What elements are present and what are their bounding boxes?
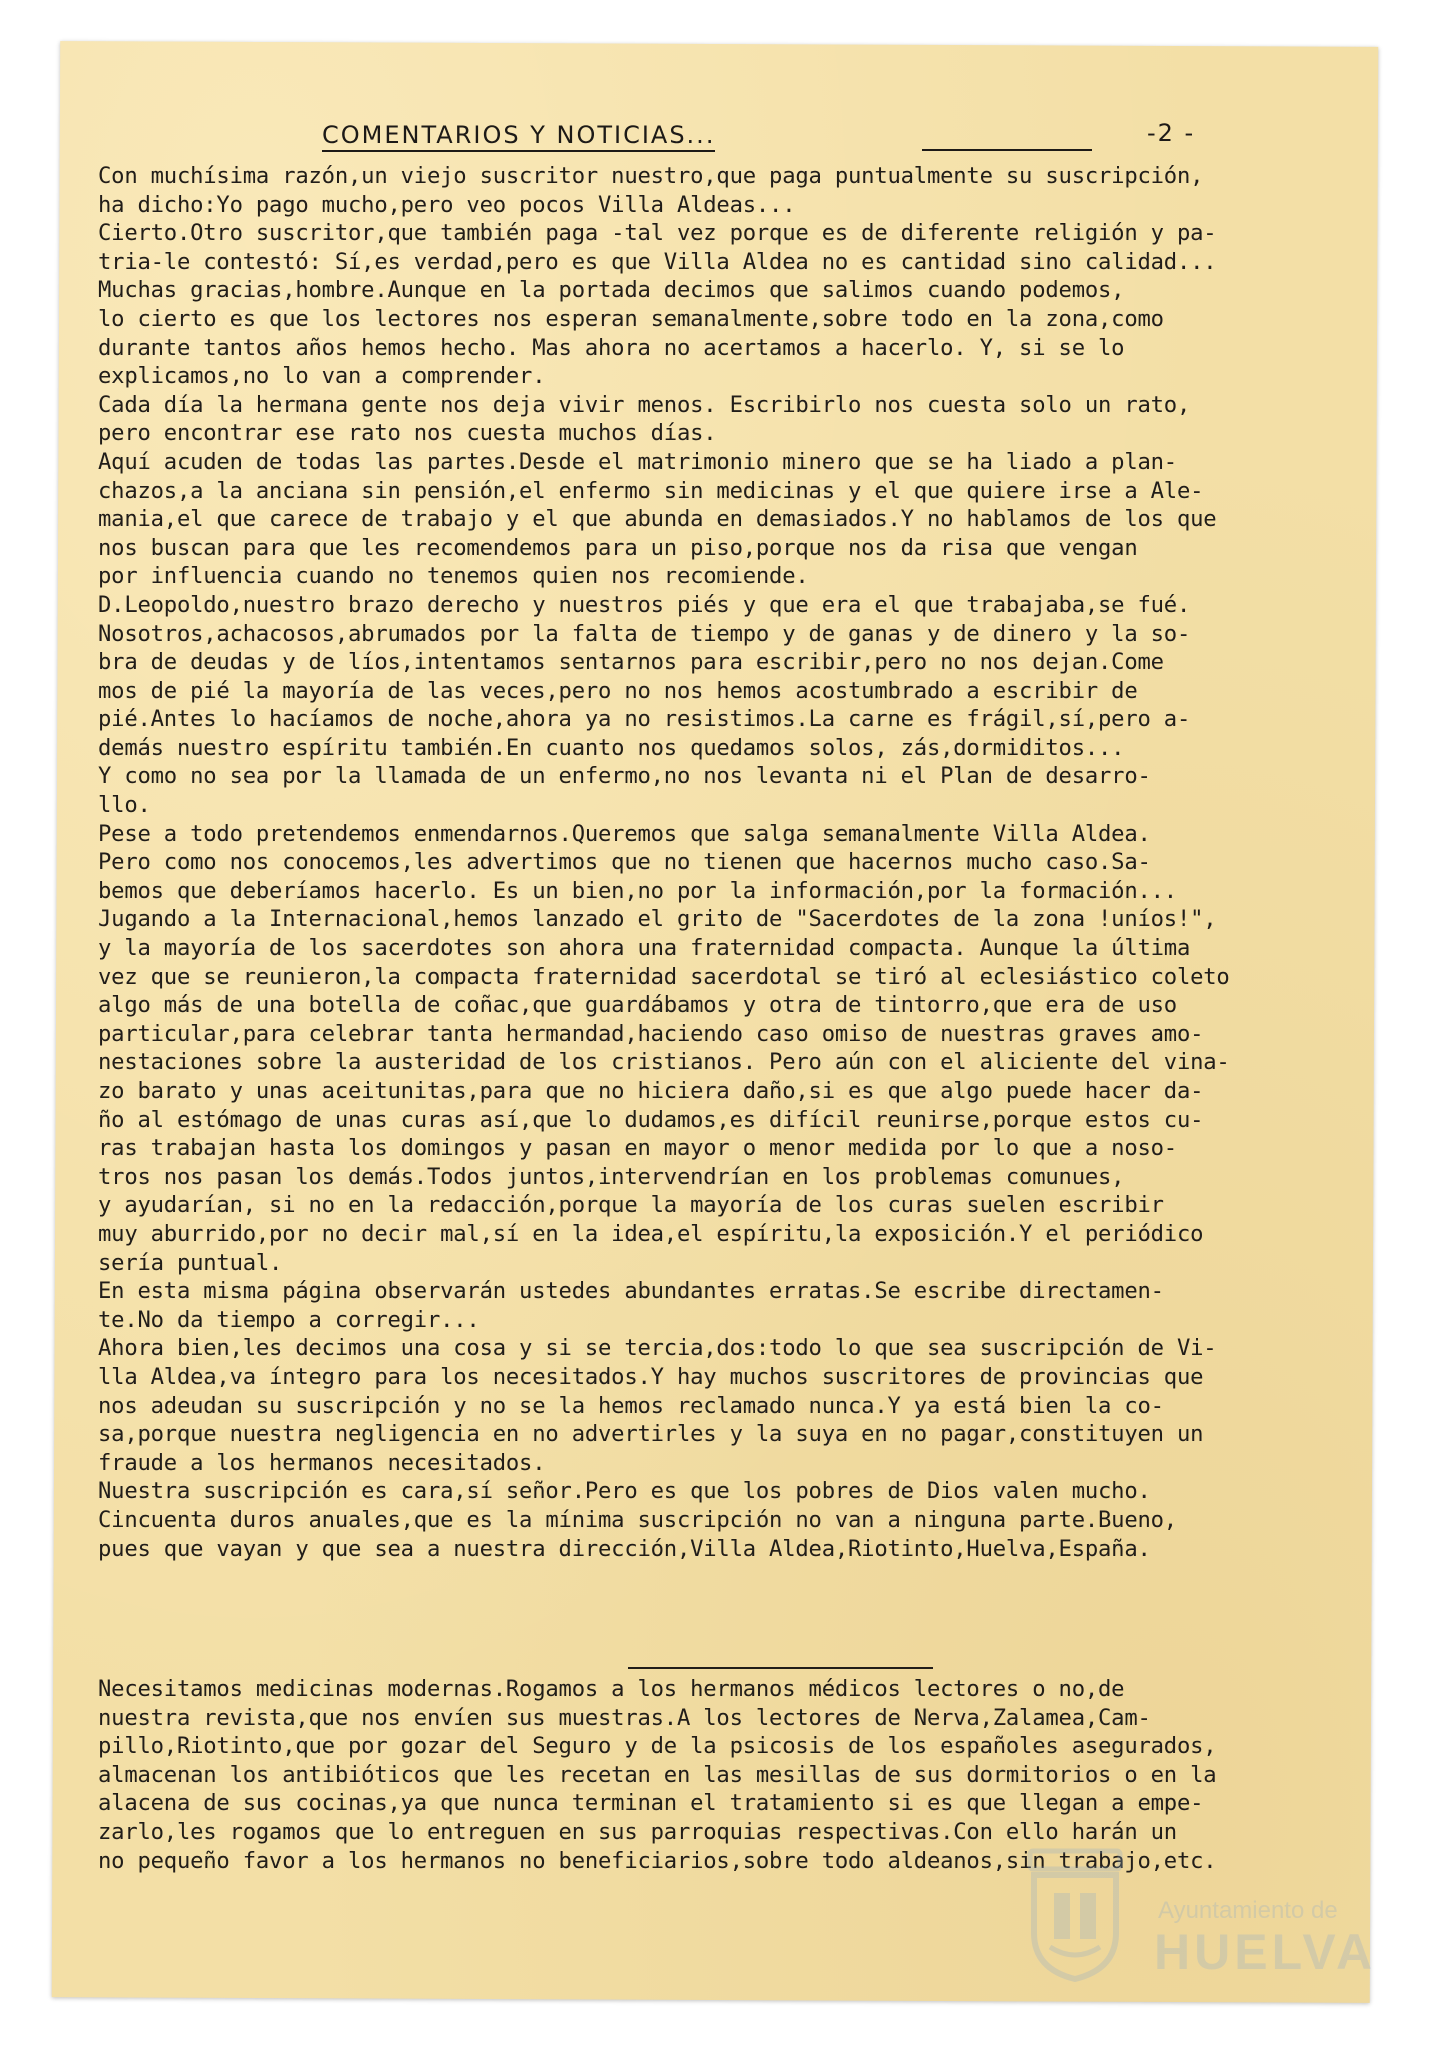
text-line: D.Leopoldo,nuestro brazo derecho y nuestros piés y que era el que trabajaba,se fué. (98, 591, 1191, 618)
text-line: lo cierto es que los lectores nos esperan semanalmente,sobre todo en la zona,como (98, 305, 1164, 332)
text-line: Aquí acuden de todas las partes.Desde el matrimonio minero que se ha liado a plan- (98, 448, 1177, 475)
text-line: durante tantos años hemos hecho. Mas ahora no acertamos a hacerlo. Y, si se lo (98, 334, 1125, 361)
text-line: tria-le contestó: Sí,es verdad,pero es que Villa Aldea no es cantidad sino calidad... (98, 248, 1217, 275)
text-line: pues que vayan y que sea a nuestra dirección,Villa Aldea,Riotinto,Huelva,España. (98, 1535, 1151, 1562)
text-line: algo más de una botella de coñac,que guardábamos y otra de tintorro,que era de uso (98, 992, 1177, 1019)
section-divider (628, 1667, 933, 1669)
text-line: Cincuenta duros anuales,que es la mínima suscripción no van a ninguna parte.Bueno, (98, 1506, 1177, 1533)
text-line: nestaciones sobre la austeridad de los cristianos. Pero aún con el aliciente del vina- (98, 1049, 1230, 1076)
article-body (98, 162, 1333, 1563)
text-line: particular,para celebrar tanta hermandad,haciendo caso omiso de nuestras graves amo- (98, 1020, 1204, 1047)
text-line: ha dicho:Yo pago mucho,pero veo pocos Villa Aldeas... (98, 191, 796, 218)
text-line: Con muchísima razón,un viejo suscritor nuestro,que paga puntualmente su suscripción, (98, 163, 1204, 189)
text-line: sa,porque nuestra negligencia en no advertirles y la suya en no pagar,constituyen un (98, 1421, 1204, 1448)
text-line: mania,el que carece de trabajo y el que abunda en demasiados.Y no hablamos de los que (98, 506, 1217, 533)
text-line: bra de deudas y de líos,intentamos sentarnos para escribir,pero no nos dejan.Come (98, 649, 1164, 676)
page-number: -2 - (1147, 119, 1196, 147)
text-line: zo barato y unas aceitunitas,para que no hiciera daño,si es que algo puede hacer da- (98, 1078, 1204, 1104)
text-line: por influencia cuando no tenemos quien nos recomiende. (98, 563, 809, 590)
text-line: almacenan los antibióticos que les recetan en las mesillas de sus dormitorios o en la (98, 1761, 1217, 1788)
page-header (322, 121, 1322, 157)
text-line: nuestra revista,que nos envíen sus muestras.A los lectores de Nerva,Zalamea,Cam- (98, 1704, 1151, 1731)
text-line: Pero como nos conocemos,les advertimos que no tienen que hacernos mucho caso.Sa- (98, 849, 1151, 876)
text-line: Cada día la hermana gente nos deja vivir menos. Escribirlo nos cuesta solo un rato, (98, 391, 1191, 418)
text-line: Ahora bien,les decimos una cosa y si se tercia,dos:todo lo que sea suscripción de Vi- (98, 1335, 1217, 1362)
text-line: no pequeño favor a los hermanos no beneficiarios,sobre todo aldeanos,sin trabajo,etc. (98, 1847, 1217, 1874)
text-line: vez que se reunieron,la compacta fraternidad sacerdotal se tiró al eclesiástico coleto (98, 963, 1230, 990)
text-line: ras trabajan hasta los domingos y pasan en mayor o menor medida por lo que a noso- (98, 1135, 1177, 1162)
text-line: Y como no sea por la llamada de un enfermo,no nos levanta ni el Plan de desarro- (98, 763, 1151, 790)
text-line: explicamos,no lo van a comprender. (98, 363, 546, 390)
text-line: nos adeudan su suscripción y no se la hemos reclamado nunca.Y ya está bien la co- (98, 1392, 1164, 1419)
text-line: pillo,Riotinto,que por gozar del Seguro y de la psicosis de los españoles asegurados, (98, 1733, 1217, 1760)
text-line: lla Aldea,va íntegro para los necesitados.Y hay muchos suscritores de provincias que (98, 1363, 1204, 1390)
header-title: COMENTARIOS Y NOTICIAS... (322, 121, 715, 152)
text-line: muy aburrido,por no decir mal,sí en la idea,el espíritu,la exposición.Y el periódico (98, 1220, 1204, 1247)
text-line: llo. (98, 792, 151, 819)
text-line: Muchas gracias,hombre.Aunque en la portada decimos que salimos cuando podemos, (98, 277, 1125, 304)
text-line: Necesitamos medicinas modernas.Rogamos a los hermanos médicos lectores o no,de (98, 1676, 1125, 1702)
coat-of-arms-icon (1020, 1845, 1130, 1985)
text-line: Nosotros,achacosos,abrumados por la falta de tiempo y de ganas y de dinero y la so- (98, 620, 1191, 647)
text-line: ño al estómago de unas curas así,que lo dudamos,es difícil reunirse,porque estos cu- (98, 1106, 1204, 1133)
text-line: chazos,a la anciana sin pensión,el enfermo sin medicinas y el que quiere irse a Ale- (98, 477, 1204, 504)
text-line: pero encontrar ese rato nos cuesta muchos días. (98, 420, 717, 447)
text-line: alacena de sus cocinas,ya que nunca terminan el tratamiento si es que llegan a empe- (98, 1790, 1204, 1817)
text-line: Jugando a la Internacional,hemos lanzado el grito de "Sacerdotes de la zona !uníos!", (98, 906, 1217, 933)
text-line: nos buscan para que les recomendemos para un piso,porque nos da risa que vengan (98, 534, 1138, 561)
text-line: y ayudarían, si no en la redacción,porque la mayoría de los curas suelen escribir (98, 1192, 1164, 1219)
text-line: bemos que deberíamos hacerlo. Es un bien,no por la información,por la formación... (98, 877, 1177, 904)
text-line: Nuestra suscripción es cara,sí señor.Pero es que los pobres de Dios valen mucho. (98, 1478, 1151, 1505)
archive-watermark (1020, 1845, 1377, 1985)
text-line: zarlo,les rogamos que lo entreguen en sus parroquias respectivas.Con ello harán un (98, 1818, 1177, 1845)
text-line: te.No da tiempo a corregir... (98, 1306, 480, 1333)
text-line: Cierto.Otro suscritor,que también paga -tal vez porque es de diferente religión y pa- (98, 220, 1217, 247)
text-line: pié.Antes lo hacíamos de noche,ahora ya no resistimos.La carne es frágil,sí,pero a- (98, 706, 1191, 733)
header-rule (922, 149, 1092, 151)
text-line: demás nuestro espíritu también.En cuanto nos quedamos solos, zás,dormiditos... (98, 734, 1125, 761)
text-line: Pese a todo pretendemos enmendarnos.Queremos que salga semanalmente Villa Aldea. (98, 820, 1151, 847)
text-line: En esta misma página observarán ustedes abundantes erratas.Se escribe directamen- (98, 1278, 1164, 1305)
text-line: mos de pié la mayoría de las veces,pero no nos hemos acostumbrado a escribir de (98, 677, 1138, 704)
watermark-text: HUELVA (1154, 1924, 1377, 1980)
text-line: y la mayoría de los sacerdotes son ahora una fraternidad compacta. Aunque la última (98, 935, 1191, 962)
text-line: sería puntual. (98, 1249, 283, 1276)
watermark-text: Ayuntamiento de (1158, 1897, 1338, 1924)
text-line: fraude a los hermanos necesitados. (98, 1449, 546, 1476)
text-line: tros nos pasan los demás.Todos juntos,intervendrían en los problemas comunues, (98, 1163, 1125, 1190)
